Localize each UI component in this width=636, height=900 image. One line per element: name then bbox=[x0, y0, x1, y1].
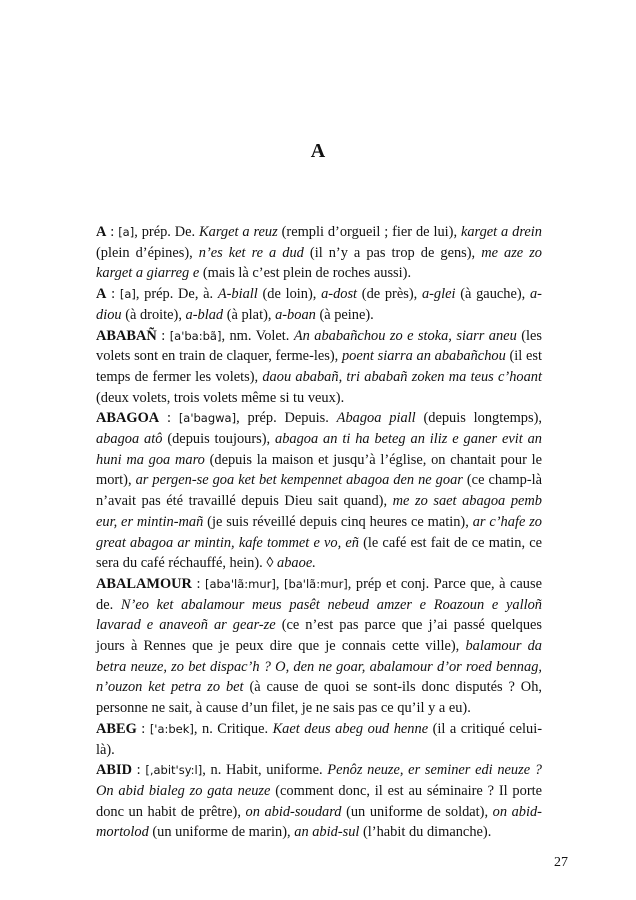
headword: ABABAÑ bbox=[96, 327, 157, 344]
entry-text: (il n’y a pas trop de gens), bbox=[303, 244, 482, 261]
headword: ABEG bbox=[96, 720, 137, 737]
entry-text: (les volets sont en train de claquer, ferme-les), bbox=[96, 327, 542, 365]
entry-text: (deux volets, trois volets même si tu veux). bbox=[96, 389, 345, 406]
pronunciation: [aba'lã:mur] bbox=[204, 576, 276, 591]
entry-text: (à peine). bbox=[315, 306, 374, 323]
entry-text: (comment donc, il est au séminaire ? Il porte donc un habit de prêtre), bbox=[96, 782, 543, 820]
dictionary-entries bbox=[96, 222, 542, 843]
pronunciation: [a'bagwa] bbox=[178, 411, 237, 426]
entry-text: (depuis longtemps), bbox=[415, 410, 542, 427]
breton-example: a-blad bbox=[185, 306, 224, 323]
headword: ABID bbox=[96, 762, 132, 779]
headword: ABAGOA bbox=[96, 410, 160, 427]
breton-example: Kaet deus abeg oud henne bbox=[272, 720, 429, 737]
breton-example: on abid-soudard bbox=[245, 803, 342, 820]
entry-text: , prép et conj. Parce que, à cause de. bbox=[96, 575, 542, 613]
entry-text: (ce champ-là n’avait pas été travaillé depuis Dieu sait quand), bbox=[96, 472, 542, 510]
entry-text: (ce n’est pas parce que j’ai passé quelques jours à Rennes que je peux dire que je connais cette ville), bbox=[96, 617, 542, 655]
entry-text: (mais là c’est plein de roches aussi). bbox=[199, 265, 412, 282]
breton-example: daou ababañ, tri ababañ zoken ma teus c’hoant bbox=[262, 368, 542, 385]
breton-example: me zo saet abagoa pemb eur, er mintin-mañ bbox=[96, 493, 542, 530]
entry-text: : bbox=[106, 224, 119, 240]
dictionary-entry bbox=[96, 284, 542, 325]
page-number: 27 bbox=[554, 855, 568, 870]
headword: ABALAMOUR bbox=[96, 575, 192, 592]
entry-text: : bbox=[159, 410, 179, 427]
entry-text: : bbox=[136, 720, 150, 737]
entry-text: (le café est fait de ce matin, ce sera du café réchauffé, hein). ◊ bbox=[96, 534, 542, 572]
breton-example: abagoa an ti ha beteg an iliz e ganer evit an huni ma goa maro bbox=[96, 431, 542, 468]
entry-text: (à gauche), bbox=[455, 286, 530, 303]
entry-text: (je suis réveillé depuis cinq heures ce matin), bbox=[203, 513, 473, 530]
breton-example: ar pergen-se goa ket bet kempennet abagoa den ne goar bbox=[135, 472, 463, 489]
entry-text: : bbox=[106, 286, 120, 303]
entry-text: (à droite), bbox=[121, 306, 186, 323]
breton-example: a-boan bbox=[275, 306, 316, 323]
breton-example: An ababañchou zo e stoka, siarr aneu bbox=[293, 327, 517, 344]
entry-text: , prép. De. bbox=[134, 224, 200, 240]
breton-example: a-glei bbox=[421, 286, 456, 303]
breton-example: n’es ket re a dud bbox=[198, 244, 304, 261]
breton-example: an abid-sul bbox=[294, 824, 360, 841]
breton-example: abaoe. bbox=[277, 555, 316, 572]
dictionary-entry bbox=[96, 408, 542, 574]
headword: A bbox=[96, 286, 107, 303]
breton-example: ar c’hafe zo great abagoa ar mintin, kafe tommet e vo, eñ bbox=[96, 513, 542, 551]
breton-example: balamour da betra neuze, zo bet dispac’h ? O, den ne goar, abalamour d’or roed bennag, n’ouzon ket petra zo bet bbox=[96, 638, 542, 696]
entry-text: , prép. Depuis. bbox=[236, 410, 337, 427]
breton-example: a-diou bbox=[96, 286, 542, 323]
entry-text: , n. Critique. bbox=[193, 720, 273, 737]
breton-example: on abid-mortolod bbox=[96, 803, 542, 841]
entry-text: (un uniforme de soldat), bbox=[341, 803, 493, 820]
pronunciation: [ba'lã:mur] bbox=[283, 576, 348, 591]
entry-text: : bbox=[191, 575, 205, 592]
entry-text: (plein d’épines), bbox=[96, 244, 199, 261]
entry-text: : bbox=[156, 327, 170, 344]
dictionary-entry bbox=[96, 222, 542, 284]
breton-example: poent siarra an ababañchou bbox=[341, 348, 506, 365]
headword: A bbox=[96, 224, 107, 240]
pronunciation: [a] bbox=[119, 287, 136, 302]
entry-text: (il a critiqué celui-là). bbox=[96, 720, 542, 758]
pronunciation: [a] bbox=[118, 225, 135, 239]
entry-text: (depuis toujours), bbox=[162, 431, 275, 448]
dictionary-entry bbox=[96, 574, 542, 719]
dictionary-entry bbox=[96, 326, 542, 409]
breton-example: Abagoa piall bbox=[336, 410, 416, 427]
entry-text: (de loin), bbox=[257, 286, 322, 303]
breton-example: Penôz neuze, er seminer edi neuze ? On abid bialeg zo gata neuze bbox=[96, 762, 542, 799]
entry-text: (à cause de quoi se sont-ils donc disputés ? Oh, personne ne sait, à cause d’un filet, je ne sais pas ce qu’il y a eu). bbox=[96, 679, 542, 717]
entry-text: (de près), bbox=[357, 286, 422, 303]
entry-text: (un uniforme de marin), bbox=[148, 824, 295, 841]
breton-example: abagoa atô bbox=[96, 431, 163, 448]
section-letter: A bbox=[310, 140, 326, 162]
pronunciation: ['a:bek] bbox=[149, 721, 194, 736]
entry-text: , nm. Volet. bbox=[221, 327, 294, 344]
breton-example: me aze zo karget a giarreg e bbox=[96, 244, 543, 282]
entry-text: : bbox=[131, 762, 146, 779]
breton-example: A-biall bbox=[217, 286, 258, 303]
dictionary-entry bbox=[96, 760, 542, 843]
entry-text: , n. Habit, uniforme. bbox=[202, 762, 328, 779]
breton-example: karget a drein bbox=[460, 224, 542, 240]
entry-text: (l’habit du dimanche). bbox=[359, 824, 492, 841]
entry-text: (à plat), bbox=[223, 306, 276, 323]
breton-example: a-dost bbox=[321, 286, 358, 303]
breton-example: N’eo ket abalamour meus pasêt nebeud amzer e Roazoun e yalloñ lavarad e anaveoñ ar gear-ze bbox=[96, 596, 542, 634]
entry-text: (depuis la maison et jusqu’à l’église, on chantait pour le mort), bbox=[96, 451, 542, 489]
entry-text: , prép. De, à. bbox=[135, 286, 218, 303]
pronunciation: [a'ba:bã] bbox=[169, 328, 222, 343]
entry-text: (il est temps de fermer les volets), bbox=[96, 348, 542, 385]
entry-text: (rempli d’orgueil ; fier de lui), bbox=[277, 224, 461, 240]
breton-example: Karget a reuz bbox=[199, 224, 278, 240]
entry-text: , bbox=[275, 575, 284, 592]
pronunciation: [,abit'sy:l] bbox=[145, 763, 203, 778]
dictionary-entry bbox=[96, 719, 542, 760]
